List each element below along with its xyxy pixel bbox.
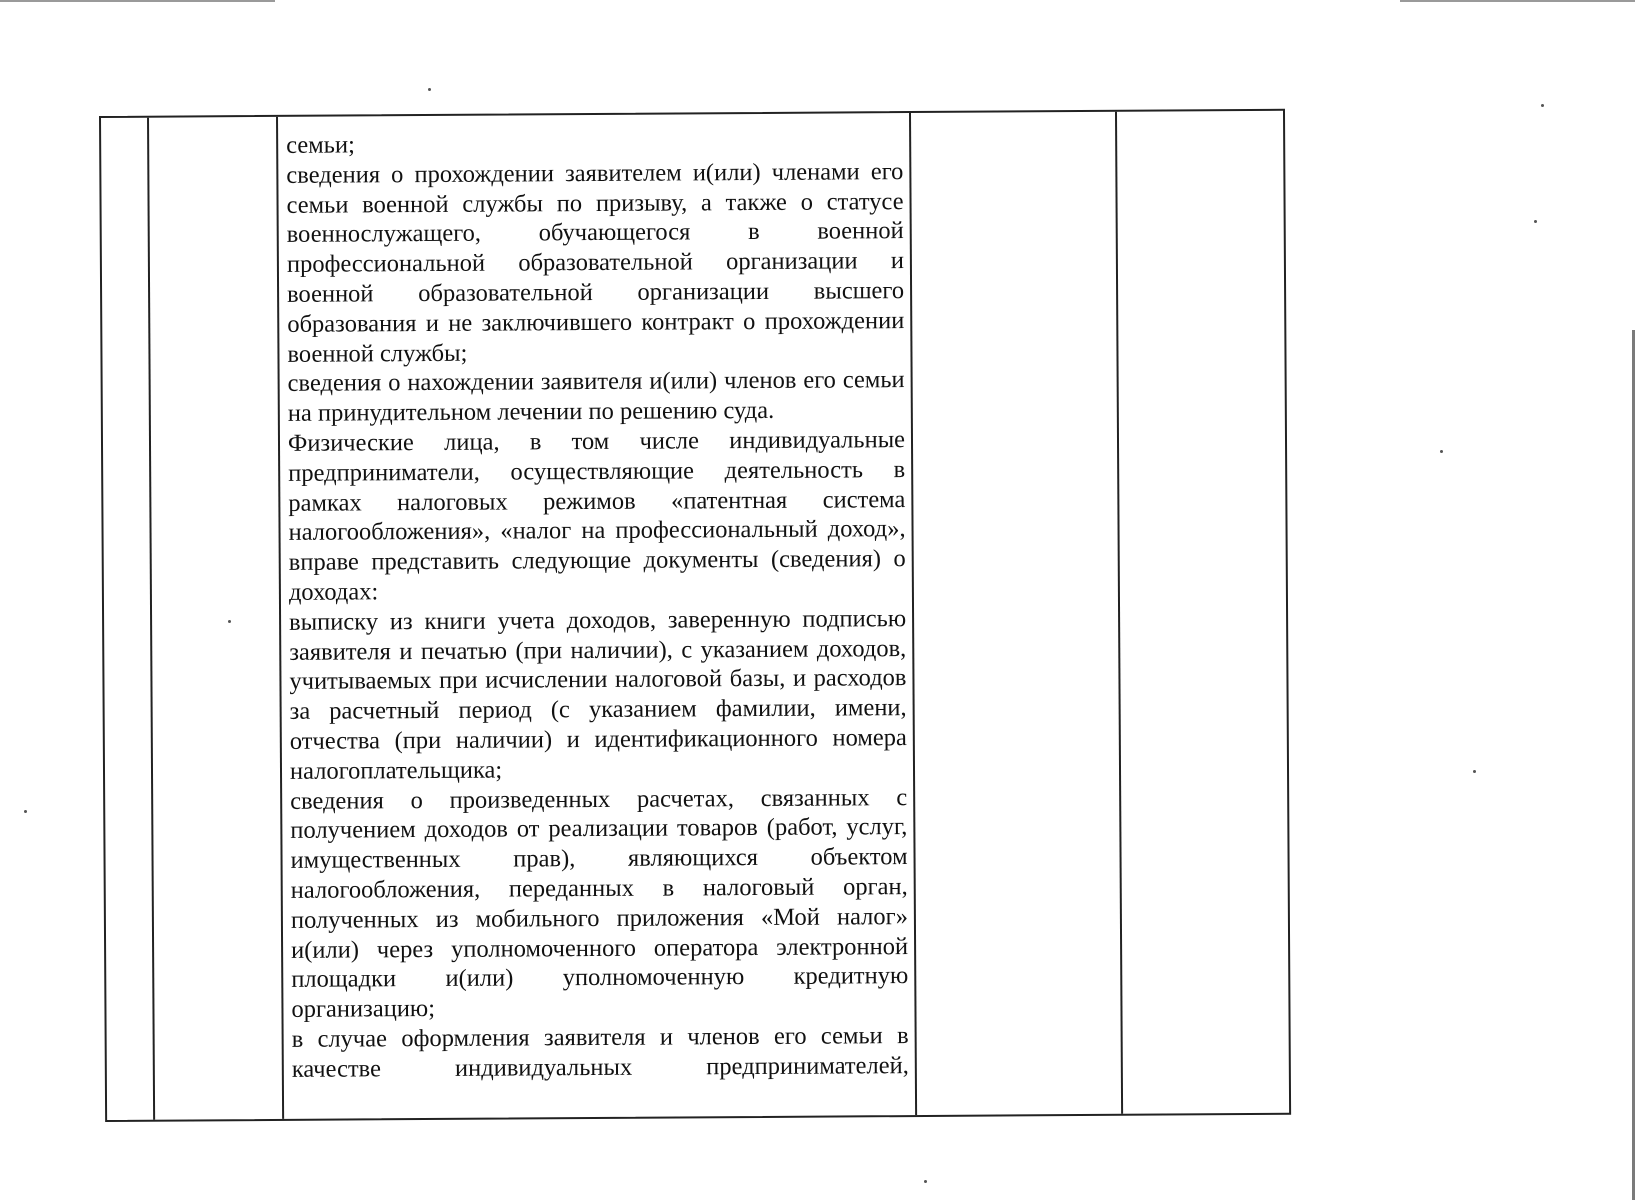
scan-speck [1440, 450, 1443, 453]
scan-top-edge-left [0, 0, 275, 2]
paragraph: сведения о произведенных расчетах, связанных с получением доходов от реализации товаров (работ, услуг, имущественных прав), являющихся объектом налогообложения, переданных в налоговый орган, полученных из мобильного приложения «Мой налог» и(или) через уполномоченного оператора электронной площадки и(или) уполномоченную кредитную организацию; [290, 783, 909, 1023]
table-cell-description [278, 113, 917, 1119]
scan-speck [428, 88, 431, 91]
scan-speck [24, 810, 27, 813]
paragraph: Физические лица, в том числе индивидуальные предприниматели, осуществляющие деятельность в рамках налоговых режимов «патентная система налогообложения», «налог на профессиональный доход», вправе представить следующие документы (сведения) о доходах: [287, 426, 906, 606]
table-cell-fifth [1117, 111, 1289, 1114]
scan-speck [1541, 104, 1544, 107]
paragraph: семьи; [286, 131, 355, 159]
scan-speck [924, 1180, 927, 1183]
scan-top-edge-right [1400, 0, 1635, 2]
scan-speck [1473, 770, 1476, 773]
document-table [99, 109, 1291, 1122]
table-cell-name [149, 117, 284, 1120]
paragraph: сведения о прохождении заявителем и(или) членами его семьи военной службы по призыву, а также о статусе военнослужащего, обучающегося в военной профессиональной образовательной организации и военной образовательной организации высшего образования и не заключившего контракт о прохождении военной службы; [286, 157, 905, 368]
paragraph: сведения о нахождении заявителя и(или) членов его семьи на принудительном лечении по решению суда. [287, 366, 905, 428]
paragraph: в случае оформления заявителя и членов его семьи в качестве индивидуальных предпринимателей, [291, 1021, 909, 1083]
table-cell-fourth [911, 112, 1123, 1115]
paragraph: выписку из книги учета доходов, заверенную подписью заявителя и печатью (при наличии), с указанием доходов, учитываемых при исчислении налоговой базы, и расходов за расчетный период (с указанием фамилии, имени, отчества (при наличии) и идентификационного номера налогоплательщика; [289, 604, 907, 785]
table-cell-number [101, 118, 155, 1120]
scan-speck [1534, 220, 1537, 223]
